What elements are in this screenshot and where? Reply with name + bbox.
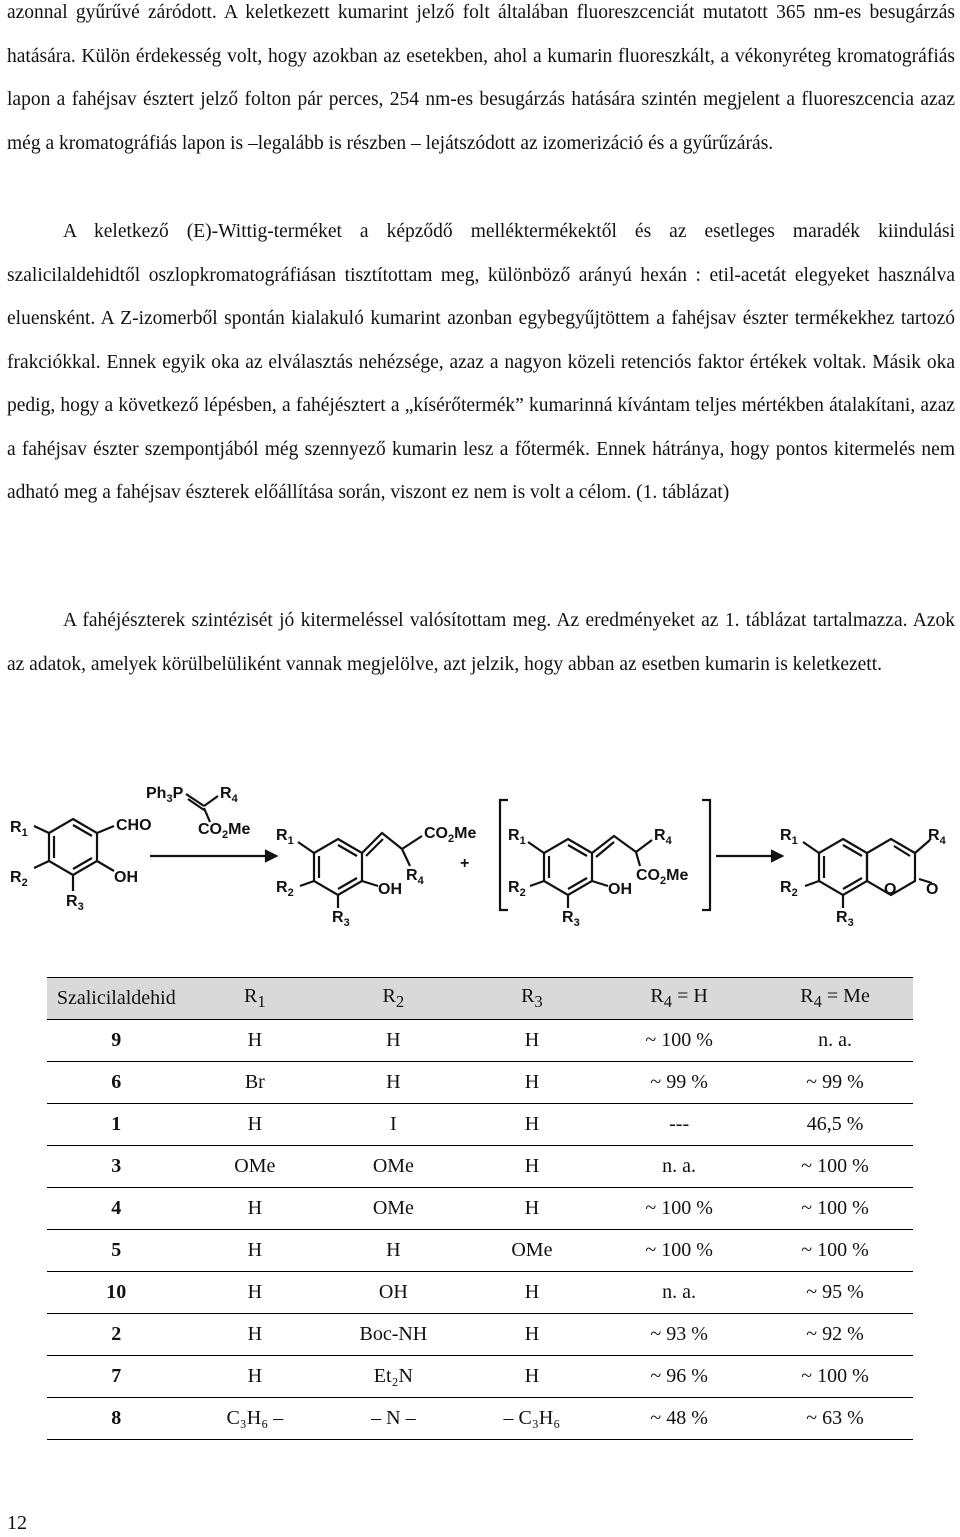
- table-cell: ~ 100 %: [757, 1146, 913, 1188]
- reagent-r4-label: $R_4$: [220, 785, 238, 805]
- table-cell: ~ 100 %: [757, 1356, 913, 1398]
- z-r3-label: $R_3$: [562, 909, 580, 929]
- reaction-arrow-1: [150, 851, 276, 861]
- compound-id-cell: 5: [47, 1230, 186, 1272]
- table-cell: ~ 48 %: [601, 1398, 757, 1440]
- table-header-row: [47, 978, 913, 1020]
- table-cell: ~ 100 %: [601, 1230, 757, 1272]
- cho-label: CHO: [116, 817, 152, 834]
- table-cell: H: [324, 1230, 463, 1272]
- table-cell: Br: [186, 1062, 325, 1104]
- product-r3-label: $R_3$: [332, 909, 350, 929]
- salicylaldehyde-structure: [10, 817, 152, 913]
- paragraph-2: A keletkező (E)-Wittig-terméket a képződő melléktermékektől és az esetleges maradék kiindulási szalicilaldehidtől oszlopkromatográfiásan tisztítottam meg, különböző arányú hexán : etil-acetát elegyeket használva eluensként. A Z-izomerből spontán kialakuló kumarint azonban egybegyűjtöttem a fahéjsav észter termékekhez tartozó frakciókkal. Ennek egyik oka az elválasztás nehézsége, azaz a nagyon közeli retenciós faktor értékek voltak. Másik oka pedig, hogy a következő lépésben, a fahéjésztert a „kísérőtermék” kumarinná kívántam teljes mértékben átalakítani, azaz a fahéjsav észter szempontjából még szennyező kumarin lesz a főtermék. Ennek hátránya, hogy pontos kitermelés nem adható meg a fahéjsav észterek előállítása során, viszont ez nem is volt a célom. (1. táblázat): [7, 221, 955, 503]
- table-cell: ~ 100 %: [601, 1188, 757, 1230]
- table-cell: H: [524, 1029, 540, 1051]
- wittig-reagent: [146, 785, 250, 841]
- table-row: [47, 1398, 913, 1440]
- reagent-ph-label: $Ph_3P$: [146, 785, 184, 805]
- header-r4-h: $R_4 = H$: [601, 978, 757, 1020]
- table-cell: – C₃H₆: [463, 1398, 602, 1440]
- r3-label: $R_3$: [66, 893, 84, 913]
- carbonyl-oxygen-label: O: [926, 881, 939, 898]
- table-cell: OMe: [463, 1230, 602, 1272]
- table-row: [47, 1272, 913, 1314]
- ring-oxygen-label: O: [884, 881, 897, 898]
- compound-id-cell: 6: [47, 1062, 186, 1104]
- table-cell: ~ 63 %: [757, 1398, 913, 1440]
- product-co2me-label: $CO_2Me$: [424, 825, 477, 845]
- table-cell: ~ 96 %: [601, 1356, 757, 1398]
- table-cell: ~ 92 %: [757, 1314, 913, 1356]
- table-cell: H: [186, 1272, 325, 1314]
- table-cell: H: [247, 1029, 263, 1051]
- cinnamate-ester-structure: [276, 825, 476, 929]
- table-row: [47, 1062, 913, 1104]
- table-cell: 46,5 %: [757, 1104, 913, 1146]
- table-cell: OMe: [324, 1146, 463, 1188]
- table-cell: H: [463, 1104, 602, 1146]
- z-isomer-structure: [500, 800, 710, 929]
- z-co2me-label: $CO_2Me$: [636, 867, 689, 887]
- header-r2: $R_2$: [324, 978, 463, 1020]
- z-r4-label: $R_4$: [654, 827, 672, 847]
- table-cell: n. a.: [601, 1272, 757, 1314]
- table-cell: H: [463, 1356, 602, 1398]
- compound-id-cell: 9: [111, 1029, 122, 1051]
- coumarin-r1-label: $R_1$: [780, 827, 798, 847]
- oh-label-3: OH: [608, 881, 632, 898]
- header-r1: $R_1$: [186, 978, 325, 1020]
- header-salicylaldehyde: Szalicilaldehid: [47, 978, 186, 1020]
- z-r2-label: $R_2$: [508, 879, 526, 899]
- table-cell: H: [463, 1314, 602, 1356]
- table-cell: Boc-NH: [324, 1314, 463, 1356]
- compound-id-cell: 2: [47, 1314, 186, 1356]
- table-cell: ---: [601, 1104, 757, 1146]
- table-cell: I: [324, 1104, 463, 1146]
- table-cell: OMe: [186, 1146, 325, 1188]
- table-cell: n. a.: [601, 1146, 757, 1188]
- oh-label-2: OH: [378, 881, 402, 898]
- compound-id-cell: 4: [47, 1188, 186, 1230]
- product-r4-label: $R_4$: [406, 867, 424, 887]
- table-cell: H: [186, 1356, 325, 1398]
- table-cell: n. a.: [818, 1029, 852, 1051]
- r2-label: $R_2$: [10, 869, 28, 889]
- table-cell: H: [463, 1188, 602, 1230]
- table-cell: H: [186, 1104, 325, 1146]
- coumarin-structure: [780, 827, 947, 929]
- table-cell: Et₂N: [324, 1356, 463, 1398]
- table-cell: H: [463, 1272, 602, 1314]
- compound-id-cell: 10: [47, 1272, 186, 1314]
- table-cell: H: [186, 1188, 325, 1230]
- compound-id-cell: 3: [47, 1146, 186, 1188]
- page-number: 12: [7, 1512, 27, 1534]
- table-cell: H: [186, 1230, 325, 1272]
- coumarin-r4-label: $R_4$: [928, 827, 946, 847]
- coumarin-r2-label: $R_2$: [780, 879, 798, 899]
- oh-label-1: OH: [114, 869, 138, 886]
- table-row: [47, 1188, 913, 1230]
- coumarin-r3-label: $R_3$: [836, 909, 854, 929]
- product-r2-label: $R_2$: [276, 879, 294, 899]
- plus-sign: +: [460, 855, 470, 872]
- reaction-scheme: [0, 770, 960, 935]
- results-table: [47, 977, 913, 1440]
- table-cell: C₃H₆ –: [186, 1398, 325, 1440]
- table-cell: H: [386, 1029, 401, 1051]
- table-cell: H: [463, 1146, 602, 1188]
- table-cell: OH: [324, 1272, 463, 1314]
- header-r4-me: $R_4 = Me$: [757, 978, 913, 1020]
- table-cell: ~ 99 %: [757, 1062, 913, 1104]
- table-cell: OMe: [324, 1188, 463, 1230]
- reaction-arrow-2: [716, 851, 782, 861]
- table-cell: H: [463, 1062, 602, 1104]
- table-cell: H: [186, 1314, 325, 1356]
- product-r1-label: $R_1$: [276, 827, 294, 847]
- table-cell: H: [324, 1062, 463, 1104]
- paragraph-1: azonnal gyűrűvé záródott. A keletkezett kumarint jelző folt általában fluoreszcenciát mutatott 365 nm-es besugárzás hatására. Külön érdekesség volt, hogy azokban az esetekben, ahol a kumarin fluoreszkált, a vékonyréteg kromatográfiás lapon a fahéjsav észtert jelző folton pár perces, 254 nm-es besugárzás hatására szintén megjelent a fluoreszcencia azaz még a kromatográfiás lapon is –legalább is részben – lejátszódott az izomerizáció és a gyűrűzárás.: [7, 2, 955, 154]
- table-row: [47, 1314, 913, 1356]
- r1-label: $R_1$: [10, 819, 28, 839]
- table-cell: ~ 100 %: [757, 1188, 913, 1230]
- table-cell: ~ 99 %: [601, 1062, 757, 1104]
- table-cell: ~ 95 %: [757, 1272, 913, 1314]
- z-r1-label: $R_1$: [508, 827, 526, 847]
- table-cell: ~ 93 %: [601, 1314, 757, 1356]
- paragraph-3: A fahéjészterek szintézisét jó kitermeléssel valósítottam meg. Az eredményeket az 1. táblázat tartalmazza. Azok az adatok, amelyek körülbelüliként vannak megjelölve, azt jelzik, hogy abban az esetben kumarin is keletkezett.: [7, 610, 955, 675]
- compound-id-cell: 8: [47, 1398, 186, 1440]
- table-row: [47, 1230, 913, 1272]
- compound-id-cell: 1: [47, 1104, 186, 1146]
- reagent-co2me-label: $CO_2Me$: [198, 821, 251, 841]
- header-r3: $R_3$: [463, 978, 602, 1020]
- table-cell: ~ 100 %: [645, 1029, 713, 1051]
- table-row: [47, 1104, 913, 1146]
- table-cell: ~ 100 %: [757, 1230, 913, 1272]
- table-row: [47, 1146, 913, 1188]
- table-row: [47, 1020, 913, 1062]
- table-cell: – N –: [324, 1398, 463, 1440]
- table-row: [47, 1356, 913, 1398]
- compound-id-cell: 7: [47, 1356, 186, 1398]
